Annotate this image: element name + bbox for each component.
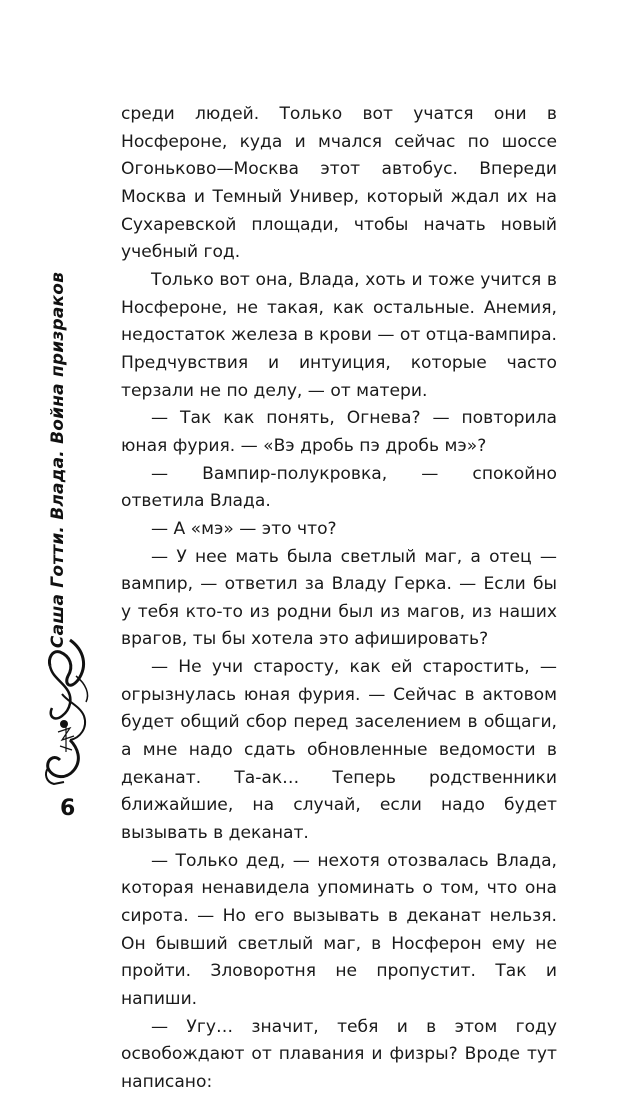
paragraph: — Только дед, — нехотя отозвалась Влада, которая ненавидела упоминать о том, что она сирота. — Но его вызывать в деканат нельзя. Он бывший светлый маг, в Носферон ему не пройти. Зловоротня не пропустит. Так и напиши. bbox=[121, 850, 557, 1009]
paragraph: среди людей. Только вот учатся они в Носфероне, куда и мчался сейчас по шоссе Огоньково—Москва этот автобус. Впереди Москва и Темный Универ, который ждал их на Сухаревской площади, чтобы начать новый учебный год. bbox=[121, 104, 557, 263]
paragraph: — Так как понять, Огнева? — повторила юная фурия. — «Вэ дробь пэ дробь мэ»? bbox=[121, 408, 557, 456]
page-number: 6 bbox=[60, 796, 76, 821]
paragraph: — Угу… значит, тебя и в этом году освобождают от плавания и физры? Вроде тут написано: bbox=[121, 1016, 557, 1092]
paragraph: Только вот она, Влада, хоть и тоже учится в Носфероне, не такая, как остальные. Анемия, недостаток железа в крови — от отца-вампира. Предчувствия и интуиция, которые часто терзали не по делу, — от матери. bbox=[121, 269, 557, 401]
paragraph: — У нее мать была светлый маг, а отец — вампир, — ответил за Владу Герка. — Если бы у тебя кто-то из родни был из магов, из наших врагов, ты бы хотела это афишировать? bbox=[121, 546, 557, 650]
paragraph: — А «мэ» — это что? bbox=[151, 518, 337, 539]
decorative-ornament-icon bbox=[40, 636, 92, 786]
main-text bbox=[121, 101, 557, 1097]
paragraph: — Вампир-полукровка, — спокойно ответила Влада. bbox=[121, 463, 557, 512]
paragraph: — Не учи старосту, как ей старостить, — огрызнулась юная фурия. — Сейчас в актовом будет общий сбор перед заселением в общаги, а мне надо сдать обновленные ведомости в деканат. Та-ак… Теперь родственники ближайшие, на случай, если надо будет вызывать в деканат. bbox=[121, 657, 557, 844]
running-head: Саша Готти. Влада. Война призраков bbox=[48, 271, 68, 649]
